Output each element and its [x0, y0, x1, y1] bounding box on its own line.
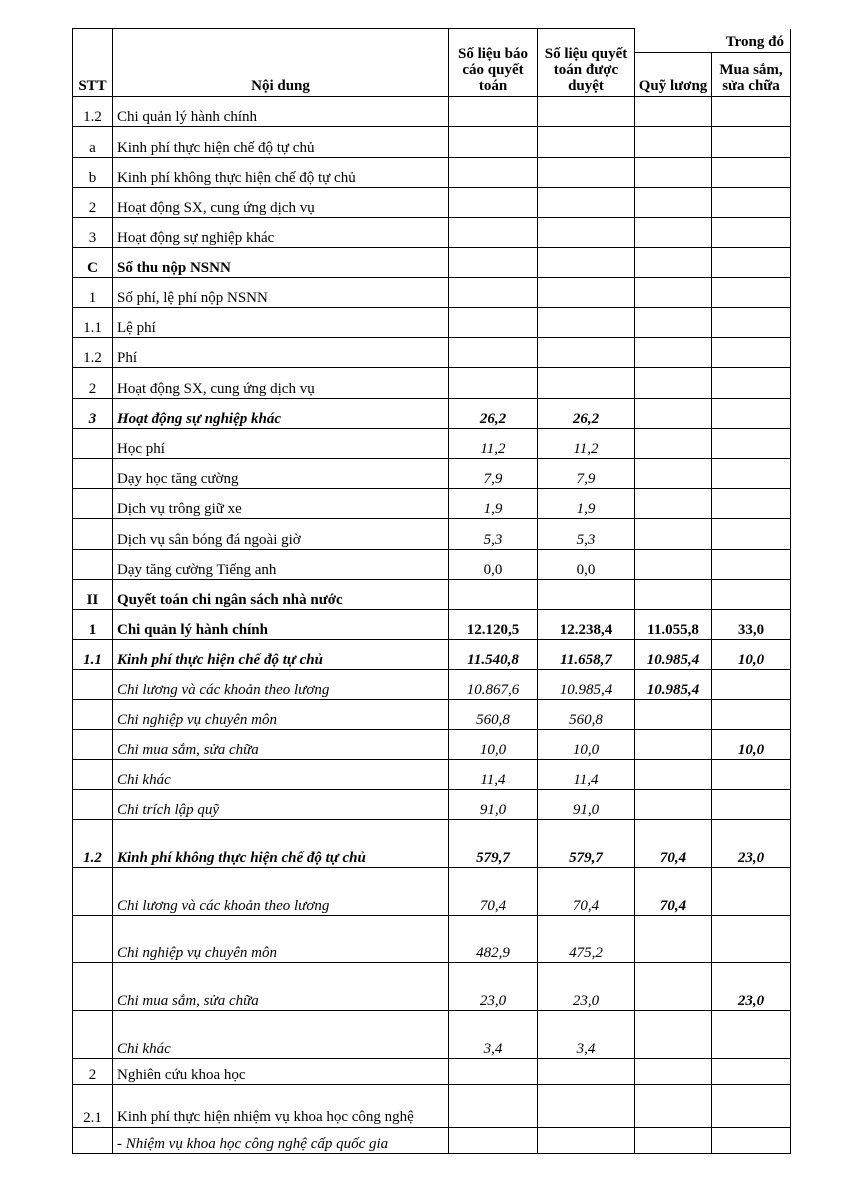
row-reported: 560,8	[449, 700, 538, 730]
row-procurement	[712, 218, 791, 248]
table-row	[73, 218, 791, 248]
row-approved	[538, 158, 635, 188]
row-approved: 12.238,4	[538, 610, 635, 640]
row-content: Học phí	[113, 429, 449, 459]
row-procurement	[712, 158, 791, 188]
row-salary-fund: 10.985,4	[635, 670, 712, 700]
row-salary-fund	[635, 1128, 712, 1154]
row-stt	[73, 489, 113, 519]
table-row	[73, 790, 791, 820]
row-content: Kinh phí thực hiện chế độ tự chủ	[113, 640, 449, 670]
row-salary-fund: 70,4	[635, 820, 712, 868]
table-row	[73, 459, 791, 489]
table-row	[73, 278, 791, 308]
row-procurement	[712, 1085, 791, 1128]
row-approved: 91,0	[538, 790, 635, 820]
row-reported: 10.867,6	[449, 670, 538, 700]
row-salary-fund	[635, 308, 712, 338]
row-reported: 10,0	[449, 730, 538, 760]
row-salary-fund	[635, 580, 712, 610]
row-content: Kinh phí không thực hiện chế độ tự chủ	[113, 158, 449, 188]
row-approved: 1,9	[538, 489, 635, 519]
row-salary-fund	[635, 963, 712, 1011]
row-reported: 482,9	[449, 916, 538, 963]
row-content: Chi nghiệp vụ chuyên môn	[113, 700, 449, 730]
row-approved: 475,2	[538, 916, 635, 963]
table-row	[73, 640, 791, 670]
row-content: Dạy tăng cường Tiếng anh	[113, 550, 449, 580]
row-content: Chi quản lý hành chính	[113, 97, 449, 127]
row-reported	[449, 1085, 538, 1128]
row-procurement	[712, 868, 791, 916]
row-procurement	[712, 1059, 791, 1085]
row-salary-fund	[635, 368, 712, 399]
table-row	[73, 489, 791, 519]
row-procurement	[712, 308, 791, 338]
row-stt	[73, 700, 113, 730]
row-stt: 2	[73, 1059, 113, 1085]
row-stt	[73, 963, 113, 1011]
header-stt: STT	[73, 29, 113, 97]
table-row	[73, 368, 791, 399]
row-content: Chi nghiệp vụ chuyên môn	[113, 916, 449, 963]
row-stt	[73, 730, 113, 760]
table-row	[73, 308, 791, 338]
row-content: Nghiên cứu khoa học	[113, 1059, 449, 1085]
row-content: Kinh phí thực hiện nhiệm vụ khoa học công nghệ	[113, 1085, 449, 1128]
row-salary-fund	[635, 916, 712, 963]
table-row	[73, 700, 791, 730]
row-salary-fund	[635, 158, 712, 188]
header-group-trong-do: Trong đó	[635, 29, 791, 53]
row-content: Số thu nộp NSNN	[113, 248, 449, 278]
row-procurement	[712, 790, 791, 820]
row-salary-fund	[635, 519, 712, 550]
row-stt: C	[73, 248, 113, 278]
row-approved	[538, 188, 635, 218]
row-stt	[73, 916, 113, 963]
row-stt	[73, 868, 113, 916]
row-content: Số phí, lệ phí nộp NSNN	[113, 278, 449, 308]
row-stt	[73, 1128, 113, 1154]
row-stt: 1.1	[73, 640, 113, 670]
table-row	[73, 916, 791, 963]
row-stt: II	[73, 580, 113, 610]
row-procurement: 10,0	[712, 730, 791, 760]
row-stt	[73, 519, 113, 550]
row-reported: 12.120,5	[449, 610, 538, 640]
row-procurement	[712, 1011, 791, 1059]
row-stt	[73, 760, 113, 790]
header-salary-fund: Quỹ lương	[635, 53, 712, 97]
row-reported: 0,0	[449, 550, 538, 580]
row-approved	[538, 308, 635, 338]
table-row	[73, 127, 791, 158]
table-row	[73, 1128, 791, 1154]
row-reported: 11,2	[449, 429, 538, 459]
row-procurement	[712, 127, 791, 158]
row-reported	[449, 580, 538, 610]
row-content: Hoạt động sự nghiệp khác	[113, 218, 449, 248]
row-salary-fund: 10.985,4	[635, 640, 712, 670]
table-row	[73, 670, 791, 700]
row-salary-fund	[635, 730, 712, 760]
table-row	[73, 338, 791, 368]
row-stt	[73, 429, 113, 459]
row-procurement	[712, 550, 791, 580]
row-reported	[449, 188, 538, 218]
row-content: Dạy học tăng cường	[113, 459, 449, 489]
row-reported	[449, 248, 538, 278]
row-reported: 91,0	[449, 790, 538, 820]
row-stt: 1.1	[73, 308, 113, 338]
row-approved	[538, 97, 635, 127]
row-content: Dịch vụ sân bóng đá ngoài giờ	[113, 519, 449, 550]
row-reported: 11.540,8	[449, 640, 538, 670]
row-stt	[73, 1011, 113, 1059]
row-approved	[538, 218, 635, 248]
row-procurement	[712, 916, 791, 963]
row-reported	[449, 308, 538, 338]
header-approved: Số liệu quyết toán được duyệt	[538, 29, 635, 97]
row-approved: 70,4	[538, 868, 635, 916]
row-reported: 579,7	[449, 820, 538, 868]
row-reported	[449, 218, 538, 248]
row-salary-fund	[635, 550, 712, 580]
row-approved	[538, 1085, 635, 1128]
row-stt: a	[73, 127, 113, 158]
row-reported	[449, 338, 538, 368]
row-stt	[73, 459, 113, 489]
row-procurement: 23,0	[712, 963, 791, 1011]
row-stt: 2	[73, 188, 113, 218]
row-approved	[538, 248, 635, 278]
row-reported: 1,9	[449, 489, 538, 519]
row-procurement	[712, 1128, 791, 1154]
row-salary-fund: 11.055,8	[635, 610, 712, 640]
row-content: Hoạt động SX, cung ứng dịch vụ	[113, 188, 449, 218]
row-content: Kinh phí thực hiện chế độ tự chủ	[113, 127, 449, 158]
row-reported: 11,4	[449, 760, 538, 790]
table-row	[73, 188, 791, 218]
budget-settlement-table	[72, 28, 791, 1154]
row-content: Hoạt động sự nghiệp khác	[113, 399, 449, 429]
row-procurement	[712, 519, 791, 550]
row-procurement: 10,0	[712, 640, 791, 670]
row-content: Chi khác	[113, 760, 449, 790]
row-salary-fund: 70,4	[635, 868, 712, 916]
row-approved: 0,0	[538, 550, 635, 580]
header-procurement: Mua sắm, sửa chữa	[712, 53, 791, 97]
row-content: Chi trích lập quỹ	[113, 790, 449, 820]
row-procurement	[712, 188, 791, 218]
row-content: Quyết toán chi ngân sách nhà nước	[113, 580, 449, 610]
row-procurement	[712, 338, 791, 368]
row-salary-fund	[635, 399, 712, 429]
row-stt: b	[73, 158, 113, 188]
row-stt	[73, 670, 113, 700]
row-stt: 1	[73, 278, 113, 308]
row-stt: 1.2	[73, 97, 113, 127]
row-procurement	[712, 670, 791, 700]
table-row	[73, 1011, 791, 1059]
row-reported	[449, 97, 538, 127]
row-reported: 5,3	[449, 519, 538, 550]
row-salary-fund	[635, 760, 712, 790]
row-procurement	[712, 580, 791, 610]
row-salary-fund	[635, 127, 712, 158]
row-salary-fund	[635, 97, 712, 127]
row-reported	[449, 1128, 538, 1154]
row-salary-fund	[635, 1059, 712, 1085]
table-row	[73, 963, 791, 1011]
row-procurement	[712, 429, 791, 459]
row-salary-fund	[635, 338, 712, 368]
row-approved: 11,2	[538, 429, 635, 459]
row-stt: 1	[73, 610, 113, 640]
row-reported: 3,4	[449, 1011, 538, 1059]
row-procurement	[712, 489, 791, 519]
row-reported	[449, 278, 538, 308]
table-row	[73, 868, 791, 916]
table-row	[73, 550, 791, 580]
row-content: - Nhiệm vụ khoa học công nghệ cấp quốc gia	[113, 1128, 449, 1154]
row-approved: 11.658,7	[538, 640, 635, 670]
row-salary-fund	[635, 790, 712, 820]
row-approved: 23,0	[538, 963, 635, 1011]
row-content: Lệ phí	[113, 308, 449, 338]
table-row	[73, 519, 791, 550]
row-stt: 3	[73, 218, 113, 248]
row-stt	[73, 550, 113, 580]
table-row	[73, 760, 791, 790]
row-approved: 10.985,4	[538, 670, 635, 700]
row-stt: 2	[73, 368, 113, 399]
table-row	[73, 580, 791, 610]
table-row	[73, 429, 791, 459]
row-approved: 7,9	[538, 459, 635, 489]
row-procurement	[712, 459, 791, 489]
row-approved	[538, 1059, 635, 1085]
row-procurement	[712, 399, 791, 429]
row-procurement: 33,0	[712, 610, 791, 640]
table-row	[73, 1085, 791, 1128]
row-reported: 23,0	[449, 963, 538, 1011]
row-salary-fund	[635, 1011, 712, 1059]
row-content: Phí	[113, 338, 449, 368]
row-approved	[538, 1128, 635, 1154]
row-salary-fund	[635, 489, 712, 519]
row-approved	[538, 368, 635, 399]
row-reported	[449, 158, 538, 188]
row-content: Hoạt động SX, cung ứng dịch vụ	[113, 368, 449, 399]
row-procurement	[712, 248, 791, 278]
row-stt	[73, 790, 113, 820]
row-salary-fund	[635, 218, 712, 248]
row-approved: 26,2	[538, 399, 635, 429]
row-procurement	[712, 278, 791, 308]
row-approved: 10,0	[538, 730, 635, 760]
row-salary-fund	[635, 1085, 712, 1128]
row-stt: 2.1	[73, 1085, 113, 1128]
table-row	[73, 820, 791, 868]
header-reported: Số liệu báo cáo quyết toán	[449, 29, 538, 97]
row-salary-fund	[635, 459, 712, 489]
table-row	[73, 248, 791, 278]
table-row	[73, 610, 791, 640]
row-salary-fund	[635, 700, 712, 730]
row-content: Chi mua sắm, sửa chữa	[113, 963, 449, 1011]
row-approved: 5,3	[538, 519, 635, 550]
row-content: Kinh phí không thực hiện chế độ tự chủ	[113, 820, 449, 868]
header-content: Nội dung	[113, 29, 449, 97]
row-procurement	[712, 760, 791, 790]
row-stt: 1.2	[73, 820, 113, 868]
row-procurement: 23,0	[712, 820, 791, 868]
row-content: Chi lương và các khoản theo lương	[113, 868, 449, 916]
row-stt: 3	[73, 399, 113, 429]
row-salary-fund	[635, 278, 712, 308]
row-reported	[449, 127, 538, 158]
row-approved	[538, 278, 635, 308]
table-row	[73, 399, 791, 429]
row-approved: 560,8	[538, 700, 635, 730]
row-reported: 7,9	[449, 459, 538, 489]
row-procurement	[712, 700, 791, 730]
row-procurement	[712, 368, 791, 399]
row-approved	[538, 127, 635, 158]
row-reported: 26,2	[449, 399, 538, 429]
row-reported: 70,4	[449, 868, 538, 916]
row-reported	[449, 368, 538, 399]
row-approved: 11,4	[538, 760, 635, 790]
row-content: Chi khác	[113, 1011, 449, 1059]
row-content: Chi mua sắm, sửa chữa	[113, 730, 449, 760]
row-approved: 3,4	[538, 1011, 635, 1059]
row-content: Chi lương và các khoản theo lương	[113, 670, 449, 700]
row-salary-fund	[635, 188, 712, 218]
table-row	[73, 1059, 791, 1085]
row-reported	[449, 1059, 538, 1085]
row-stt: 1.2	[73, 338, 113, 368]
table-row	[73, 158, 791, 188]
row-procurement	[712, 97, 791, 127]
row-approved: 579,7	[538, 820, 635, 868]
row-salary-fund	[635, 429, 712, 459]
row-approved	[538, 580, 635, 610]
table-row	[73, 730, 791, 760]
row-content: Chi quản lý hành chính	[113, 610, 449, 640]
table-row	[73, 97, 791, 127]
row-content: Dịch vụ trông giữ xe	[113, 489, 449, 519]
row-salary-fund	[635, 248, 712, 278]
row-approved	[538, 338, 635, 368]
